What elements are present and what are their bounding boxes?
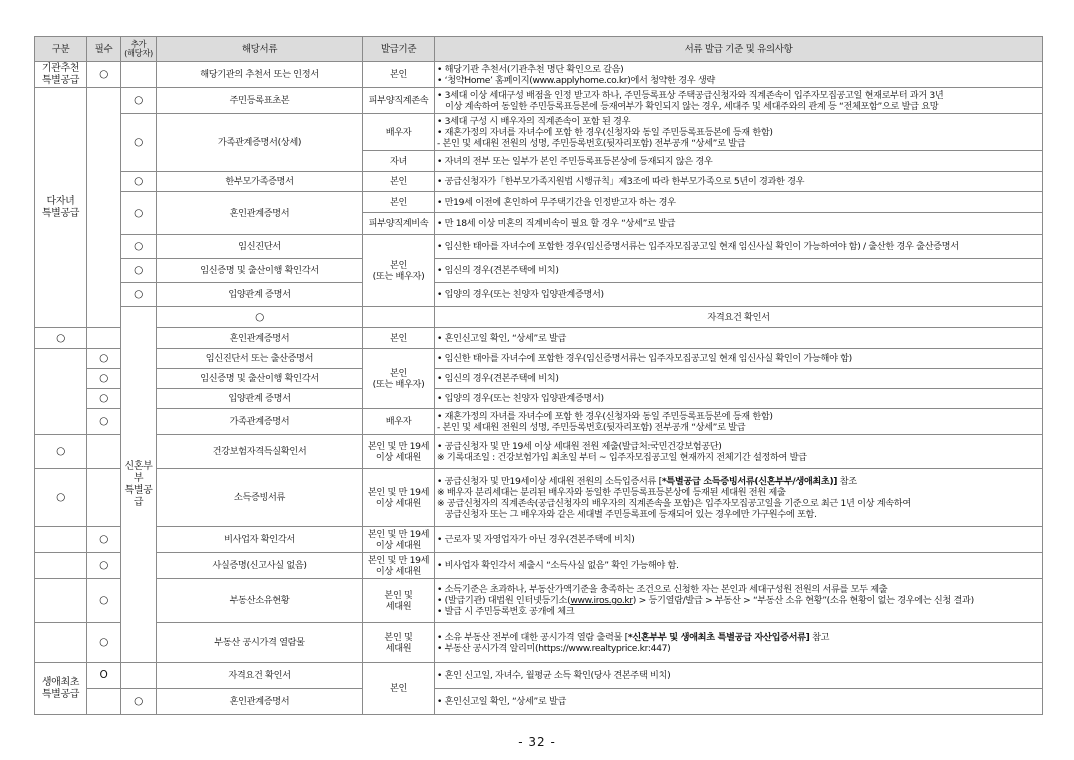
criteria: 본인 및 만 19세 이상 세대원 [363, 527, 435, 553]
additional-mark: ○ [121, 283, 157, 307]
required-mark [87, 689, 121, 715]
document-name: 혼인관계증명서 [157, 328, 363, 349]
required-mark [35, 579, 87, 623]
criteria: 본인 [363, 62, 435, 88]
category-newlywed: 신혼부부 특별공급 [121, 307, 157, 663]
notes: • 입양의 경우(또는 친양자 입양관계증명서) [435, 283, 1043, 307]
additional-mark: ○ [87, 409, 121, 435]
required-mark [35, 623, 87, 663]
additional-mark [121, 62, 157, 88]
criteria: 피부양직계비속 [363, 213, 435, 235]
required-mark: ○ [157, 307, 363, 328]
additional-mark: ○ [121, 689, 157, 715]
document-name: 비사업자 확인각서 [157, 527, 363, 553]
criteria: 본인 [363, 328, 435, 349]
notes: • 공급신청자 및 만 19세 이상 세대원 전원 제출(발급처:국민건강보험공단) ※ 기록대조일 : 건강보험가입 최초일 부터 ~ 입주자모집공고일 현재까지 전체기간 설정하여 발급 [435, 435, 1043, 469]
criteria: 본인 (또는 배우자) [363, 349, 435, 409]
required-mark [35, 349, 87, 435]
table-row [35, 579, 1043, 623]
document-name: 자격요건 확인서 [435, 307, 1043, 328]
criteria: 배우자 [363, 409, 435, 435]
additional-mark: ○ [121, 114, 157, 172]
header-additional: 추가 (해당자) [121, 37, 157, 62]
notes: • 임신의 경우(견본주택에 비치) [435, 259, 1043, 283]
notes: • 혼인 신고일, 자녀수, 월평균 소득 확인(당사 견본주택 비치) [435, 663, 1043, 689]
criteria: 피부양직계존속 [363, 88, 435, 114]
document-name: 자격요건 확인서 [157, 663, 363, 689]
table-row [35, 663, 1043, 689]
table-row [35, 469, 1043, 527]
table-row [35, 62, 1043, 88]
required-mark: ○ [35, 469, 87, 527]
notes: • 소유 부동산 전부에 대한 공시가격 열람 출력물 [*신혼부부 및 생애최초 특별공급 자산입증서류] 참고 • 부동산 공시가격 알리미(https://www.realtyprice.kr:447) [435, 623, 1043, 663]
criteria: 본인 및 세대원 [363, 623, 435, 663]
table-row [35, 369, 1043, 389]
notes: • 공급신청자가「한부모가족지원법 시행규칙」제3조에 따라 한부모가족으로 5년이 경과한 경우 [435, 172, 1043, 192]
table-header-row [35, 37, 1043, 62]
additional-mark [87, 435, 121, 469]
notes: • 근로자 및 자영업자가 아닌 경우(견본주택에 비치) [435, 527, 1043, 553]
notes: • 혼인신고일 확인, “상세”로 발급 [435, 689, 1043, 715]
table-row [35, 409, 1043, 435]
table-row [35, 623, 1043, 663]
additional-mark [363, 307, 435, 328]
document-name: 가족관계증명서(상세) [157, 114, 363, 172]
table-row [35, 259, 1043, 283]
table-row [35, 114, 1043, 151]
notes: • 만19세 이전에 혼인하여 무주택기간을 인정받고자 하는 경우 [435, 192, 1043, 213]
notes: • 혼인신고일 확인, “상세”로 발급 [435, 328, 1043, 349]
additional-mark [121, 663, 157, 689]
additional-mark: ○ [121, 235, 157, 259]
required-mark: ○ [35, 328, 87, 349]
required-mark: ○ [35, 435, 87, 469]
document-name: 가족관계증명서 [157, 409, 363, 435]
notes: • 임신한 태아를 자녀수에 포함한 경우(임신증명서류는 입주자모집공고일 현재 임신사실 확인이 가능하여야 함) / 출산한 경우 출산증명서 [435, 235, 1043, 259]
document-name: 소득증빙서류 [157, 469, 363, 527]
additional-mark: ○ [87, 527, 121, 553]
table-row [35, 553, 1043, 579]
criteria: 본인 및 세대원 [363, 579, 435, 623]
notes: • 3세대 구성 시 배우자의 직계존속이 포함 된 경우 • 재혼가정의 자녀를 자녀수에 포함 한 경우(신청자와 동일 주민등록표등본에 등재 한함) - 본인 및 세대원 전원의 성명, 주민등록번호(뒷자리포함) 전부공개 “상세”로 발급 [435, 114, 1043, 151]
documents-table [34, 36, 1043, 715]
document-name: 주민등록표초본 [157, 88, 363, 114]
criteria: 본인 [363, 663, 435, 715]
header-required: 필수 [87, 37, 121, 62]
header-criteria: 발급기준 [363, 37, 435, 62]
additional-mark [87, 469, 121, 527]
additional-mark: ○ [87, 349, 121, 369]
document-name: 건강보험자격득실확인서 [157, 435, 363, 469]
notes: • 비사업자 확인각서 제출시 “소득사실 없음” 확인 가능해야 함. [435, 553, 1043, 579]
additional-mark: ○ [121, 172, 157, 192]
notes: • 입양의 경우(또는 친양자 입양관계증명서) [435, 389, 1043, 409]
notes: • 임신의 경우(견본주택에 비치) [435, 369, 1043, 389]
table-row [35, 328, 1043, 349]
document-name: 입양관계 증명서 [157, 389, 363, 409]
document-name: 임신진단서 또는 출산증명서 [157, 349, 363, 369]
iros-link[interactable]: www.iros.go.kr [570, 595, 633, 606]
required-mark: O [87, 663, 121, 689]
additional-mark: ○ [87, 389, 121, 409]
table-row [35, 527, 1043, 553]
notes: • 만 18세 이상 미혼의 직계비속이 필요 할 경우 “상세”로 발급 [435, 213, 1043, 235]
required-mark: ○ [87, 62, 121, 88]
required-mark [35, 553, 87, 579]
notes: • 해당기관 추천서(기관추천 명단 확인으로 갈음) • ‘청약Home’ 홈페이지(www.applyhome.co.kr)에서 청약한 경우 생략 [435, 62, 1043, 88]
notes: • 자녀의 전부 또는 일부가 본인 주민등록표등본상에 등재되지 않은 경우 [435, 151, 1043, 172]
table-row [35, 307, 1043, 328]
criteria: 본인 [363, 172, 435, 192]
notes: • 3세대 이상 세대구성 배점을 인정 받고자 하나, 주민등록표상 주택공급신청자와 직계존속이 입주자모집공고일 현재로부터 과거 3년 이상 계속하여 동일한 주민등록표등본에 등재여부가 확인되지 않는 경우, 세대주 및 세대주와의 관계 등 “전체포함”으로 발급 요망 [435, 88, 1043, 114]
table-row [35, 435, 1043, 469]
table-row [35, 389, 1043, 409]
header-notes: 서류 발급 기준 및 유의사항 [435, 37, 1043, 62]
criteria: 본인 (또는 배우자) [363, 235, 435, 307]
notes: • 소득기준은 초과하나, 부동산가액기준을 충족하는 조건으로 신청한 자는 본인과 세대구성원 전원의 서류를 모두 제출 • (발급기관) 대법원 인터넷등기소(www.iros.go.kr) > 등기열람/발급 > 부동산 > “부동산 소유 현황”(소유 현황이 없는 경우에는 신청 결과) • 발급 시 주민등록번호 공개에 체크 [435, 579, 1043, 623]
table-row [35, 192, 1043, 213]
category-multichild: 다자녀 특별공급 [35, 88, 87, 328]
page-number: - 32 - [518, 735, 556, 749]
additional-mark [87, 328, 121, 349]
document-name: 혼인관계증명서 [157, 689, 363, 715]
additional-mark: ○ [121, 88, 157, 114]
additional-mark: ○ [87, 579, 121, 623]
table-row [35, 235, 1043, 259]
category-agency: 기관추천 특별공급 [35, 62, 87, 88]
document-name: 임신증명 및 출산이행 확인각서 [157, 259, 363, 283]
document-name: 입양관계 증명서 [157, 283, 363, 307]
required-mark [87, 88, 121, 328]
table-row [35, 283, 1043, 307]
document-name: 부동산소유현황 [157, 579, 363, 623]
required-mark [35, 527, 87, 553]
document-name: 해당기관의 추천서 또는 인정서 [157, 62, 363, 88]
document-name: 임신증명 및 출산이행 확인각서 [157, 369, 363, 389]
criteria: 자녀 [363, 151, 435, 172]
document-name: 혼인관계증명서 [157, 192, 363, 235]
notes: • 임신한 태아를 자녀수에 포함한 경우(임신증명서류는 입주자모집공고일 현재 임신사실 확인이 가능해야 함) [435, 349, 1043, 369]
additional-mark: ○ [87, 623, 121, 663]
header-category: 구분 [35, 37, 87, 62]
document-name: 한부모가족증명서 [157, 172, 363, 192]
criteria: 본인 및 만 19세 이상 세대원 [363, 553, 435, 579]
additional-mark: ○ [121, 259, 157, 283]
table-row [35, 689, 1043, 715]
notes: • 재혼가정의 자녀를 자녀수에 포함 한 경우(신청자와 동일 주민등록표등본에 등재 한함) - 본인 및 세대원 전원의 성명, 주민등록번호(뒷자리포함) 전부공개 “상세”로 발급 [435, 409, 1043, 435]
document-name: 임신진단서 [157, 235, 363, 259]
additional-mark: ○ [87, 553, 121, 579]
table-row [35, 172, 1043, 192]
header-document: 해당서류 [157, 37, 363, 62]
document-name: 부동산 공시가격 열람물 [157, 623, 363, 663]
document-name: 사실증명(신고사실 없음) [157, 553, 363, 579]
additional-mark: ○ [87, 369, 121, 389]
additional-mark: ○ [121, 192, 157, 235]
table-row [35, 349, 1043, 369]
criteria: 본인 및 만 19세 이상 세대원 [363, 469, 435, 527]
criteria: 본인 [363, 192, 435, 213]
criteria: 배우자 [363, 114, 435, 151]
criteria: 본인 및 만 19세 이상 세대원 [363, 435, 435, 469]
notes: • 공급신청자 및 만19세이상 세대원 전원의 소득입증서류 [*특별공급 소득증빙서류(신혼부부/생애최초)] 참조 ※ 배우자 분리세대는 분리된 배우자와 동일한 주민등록표등본상에 등재된 세대원 전원 제출 ※ 공급신청자의 직계존속(공급신청자의 배우자의 직계존속을 포함)은 입주자모집공고일을 기준으로 최근 1년 이상 계속하여 공급신청자 또는 그 배우자와 같은 세대별 주민등록표에 등재되어 있는 경우에만 가구원수에 포함. [435, 469, 1043, 527]
category-firsttime: 생애최초 특별공급 [35, 663, 87, 715]
table-row [35, 88, 1043, 114]
